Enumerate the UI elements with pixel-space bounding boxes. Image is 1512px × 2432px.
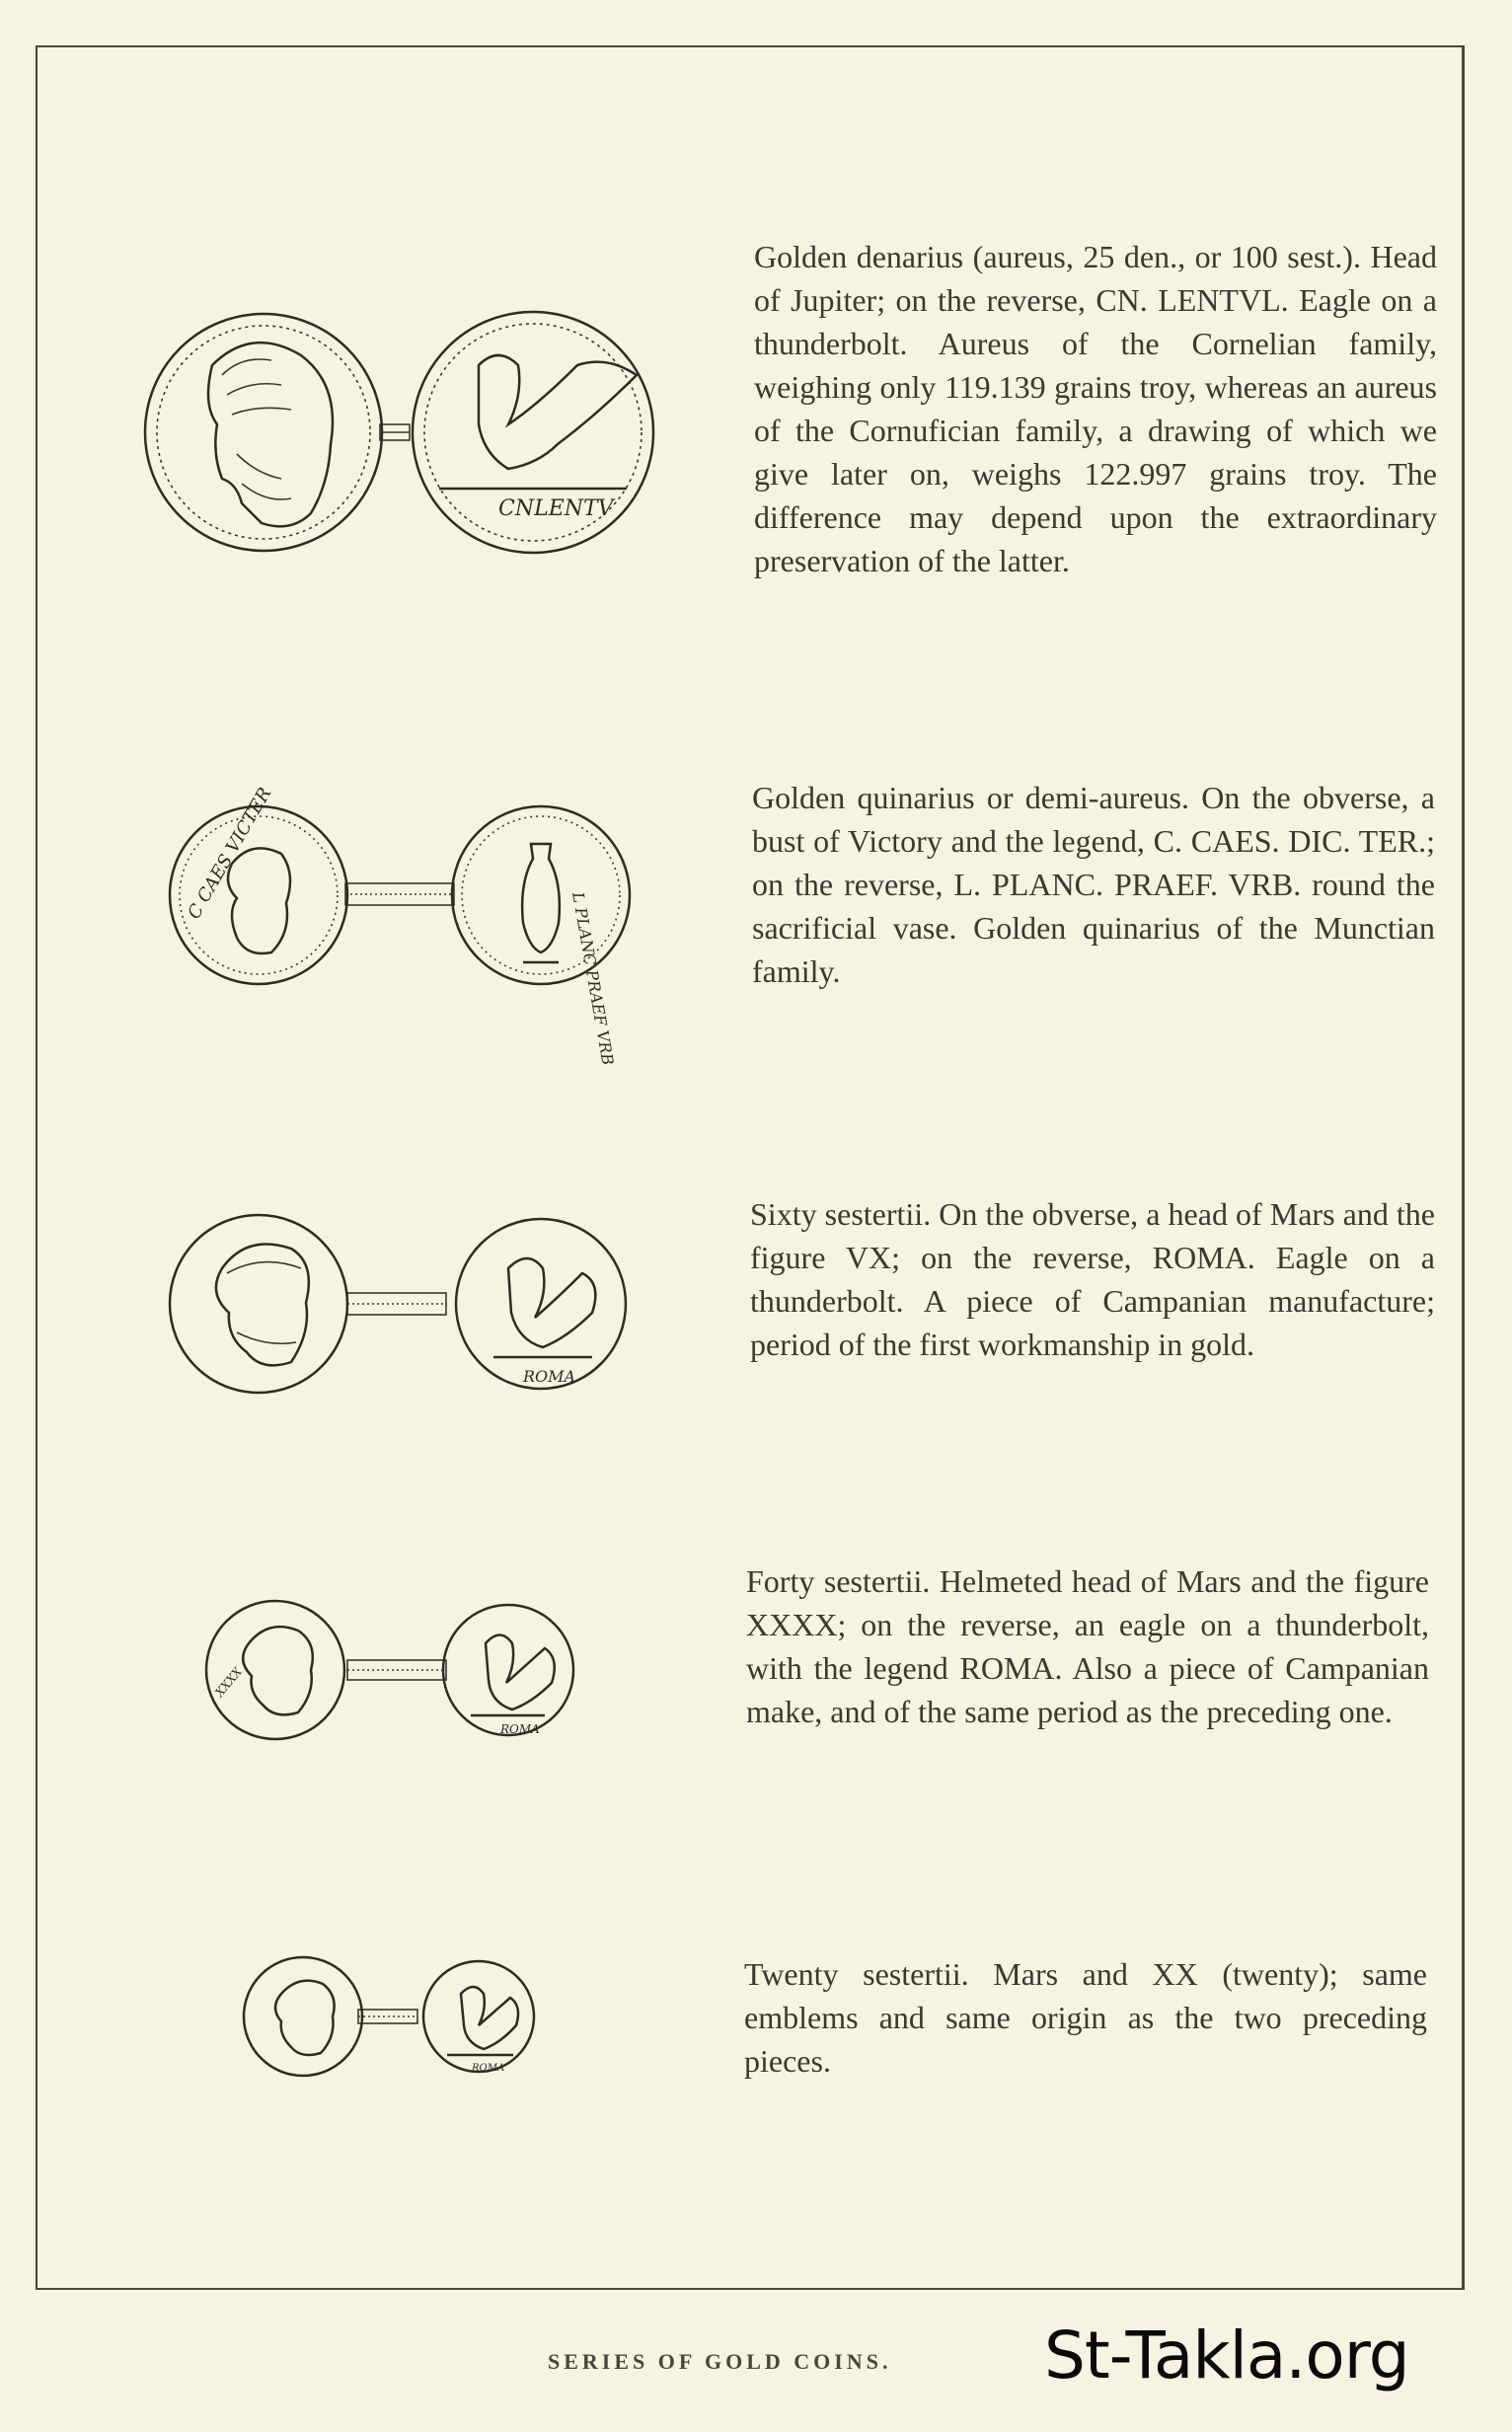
entry-forty-sestertii: Forty sestertii. Helmeted head of Mars and the figure XXXX; on the reverse, an eagle on a thunderbolt, with the legend ROMA. Also a piece of Campanian make, and of the same period as the preceding one. xyxy=(746,1563,1429,1729)
coin-illustration xyxy=(204,1599,579,1747)
coin-illustration xyxy=(143,306,666,563)
coin-legend-roma: ROMA xyxy=(472,2063,505,2074)
coin-illustration xyxy=(168,784,632,1067)
coin-illustration xyxy=(242,1954,538,2083)
coin-pair-sixty-sestertii xyxy=(168,1214,632,1402)
entry-golden-quinarius: Golden quinarius or demi-aureus. On the obverse, a bust of Victory and the legend, C. CAES. DIC. TER.; on the reverse, L. PLANC. PRAEF. VRB. round the sacrificial vase. Golden quinarius of the Munctian family. xyxy=(752,780,1435,989)
coin-pair-twenty-sestertii xyxy=(242,1954,538,2083)
coin-legend-caes: C CAES VICTER xyxy=(184,784,276,923)
coin-legend-cn-lentvl: CNLENTV xyxy=(498,496,614,521)
coin-illustration xyxy=(168,1214,632,1402)
plate-caption: SERIES OF GOLD COINS. xyxy=(548,2349,892,2374)
coin-pair-forty-sestertii xyxy=(204,1599,579,1747)
entry-twenty-sestertii: Twenty sestertii. Mars and XX (twenty); same emblems and same origin as the two preceding pieces. xyxy=(744,1956,1427,2079)
coin-legend-roma: ROMA xyxy=(500,1722,540,1736)
coin-pair-golden-quinarius xyxy=(168,784,632,1067)
coin-legend-xxxx: XXXX xyxy=(212,1664,245,1700)
coin-pair-golden-denarius xyxy=(143,306,666,563)
entry-golden-denarius: Golden denarius (aureus, 25 den., or 100 sest.). Head of Jupiter; on the reverse, CN. LENTVL. Eagle on a thunderbolt. Aureus of the Cornelian family, weighing only 119.139 grains troy, whereas an aureus of the Cornufician family, a drawing of which we give later on, weighs 122.997 grains troy. The difference may depend upon the extraordinary preservation of the latter. xyxy=(754,239,1437,578)
coin-legend-planc: L PLANC PRAEF VRB xyxy=(568,890,618,1067)
entry-sixty-sestertii: Sixty sestertii. On the obverse, a head of Mars and the figure VX; on the reverse, ROMA. Eagle on a thunderbolt. A piece of Campanian manufacture; period of the first workmanship in gold. xyxy=(750,1196,1435,1362)
watermark: St-Takla.org xyxy=(1044,2318,1409,2394)
coin-legend-roma: ROMA xyxy=(523,1367,576,1386)
